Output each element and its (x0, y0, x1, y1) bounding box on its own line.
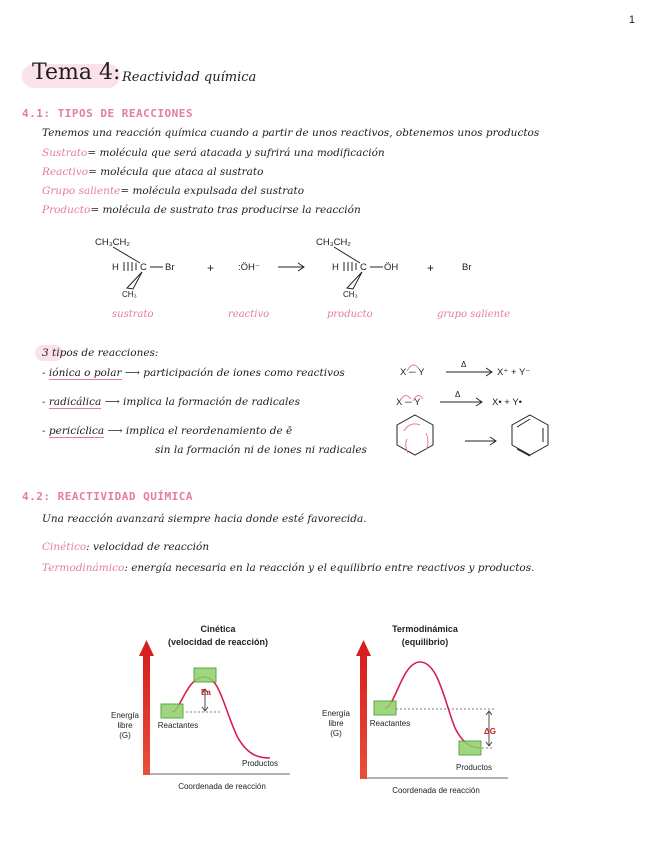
producto-oh: ÖH (384, 262, 399, 273)
wedge-bond (347, 272, 362, 289)
y-label: Energía (321, 709, 351, 718)
electron-arrow (400, 395, 411, 401)
radical-eq-left: X ─ Y (396, 397, 421, 408)
intro-text: Tenemos una reacción química cuando a partir de unos reactivos, obtenemos unos productos (42, 127, 540, 139)
energy-curve (172, 677, 270, 758)
page-subtitle: Reactividad química (122, 70, 257, 85)
y-label: Energía (110, 711, 140, 720)
reactants-box (161, 704, 183, 718)
ionic-eq-left: X ─ Y (400, 367, 425, 378)
type-name: pericíclica (48, 425, 105, 437)
y-label: libre (117, 721, 133, 730)
type-ionica: - iónica o polar ⟶ participación de iones como reactivos (42, 367, 345, 379)
types-heading: 3 tipos de reacciones: (42, 347, 159, 359)
wedge-bond (127, 272, 142, 289)
definition-termodinamico (42, 562, 534, 574)
ionic-eq-right: X⁺ + Y⁻ (497, 367, 531, 378)
x-axis-label: Coordenada de reacción (178, 782, 266, 791)
producto-ch3: CH₃ (343, 290, 358, 299)
products-box (459, 741, 481, 755)
definition-text: : energía necesaria en la reacción y el equilibrio entre reactivos y productos. (124, 562, 535, 574)
reactants-box (374, 701, 396, 715)
reaction-scheme-bonds (0, 230, 655, 310)
products-label: Productos (241, 759, 279, 768)
type-description: participación de iones como reactivos (143, 367, 345, 379)
type-name: iónica o polar (48, 367, 122, 379)
definition-cinetico (42, 541, 209, 553)
section-heading-2: 4.2: REACTIVIDAD QUÍMICA (22, 490, 193, 503)
y-axis-arrow-head (356, 640, 371, 656)
dg-label: ΔG (484, 727, 496, 736)
sustrato-h: H (112, 262, 119, 273)
type-radicalica: - radicálica ⟶ implica la formación de radicales (42, 396, 301, 408)
transition-state-box (194, 668, 216, 682)
radical-eq-right: X• + Y• (492, 397, 522, 408)
page-number: 1 (628, 14, 635, 26)
definition-grupo-saliente (42, 185, 304, 197)
type-name: radicálica (48, 396, 102, 408)
chart-subtitle: (equilibrio) (401, 637, 449, 647)
definition-term: Cinético (42, 541, 87, 553)
plus-sign: + (207, 261, 215, 275)
sustrato-c: C (140, 262, 147, 273)
chart-termodinamica (322, 624, 508, 795)
type-description: implica el reordenamiento de ē (125, 425, 293, 437)
definition-term: Sustrato (42, 147, 88, 159)
chart-subtitle: (velocidad de reacción) (167, 637, 269, 647)
producto-c: C (360, 262, 367, 273)
label-reactivo: reactivo (228, 309, 270, 320)
reactants-label: Reactantes (369, 719, 411, 728)
chart-cinetica (111, 624, 290, 791)
definition-reactivo (42, 166, 263, 178)
producto-h: H (332, 262, 339, 273)
double-bond-line (517, 449, 530, 456)
radical-eq-delta: Δ (455, 390, 461, 399)
mechanism-drawings (380, 355, 580, 465)
label-sustrato: sustrato (112, 309, 154, 320)
plus-sign: + (427, 261, 435, 275)
label-producto: producto (327, 309, 373, 320)
chart-title: Termodinámica (392, 624, 458, 634)
double-bond-line (517, 419, 530, 427)
reagent-hydroxide: :ÖH⁻ (238, 262, 260, 273)
sustrato-ch3ch2: CH₃CH₂ (95, 237, 130, 248)
label-grupo-saliente: grupo saliente (437, 309, 511, 320)
definition-term: Termodinámico (42, 562, 125, 574)
type-periciclica: - pericíclica ⟶ implica el reordenamiento de ē (42, 425, 293, 437)
energy-diagrams (0, 600, 655, 820)
definition-text: = molécula de sustrato tras producirse la reacción (90, 204, 361, 216)
x-axis-label: Coordenada de reacción (392, 786, 480, 795)
y-axis-arrow-head (139, 640, 154, 656)
y-label: (G) (119, 731, 131, 740)
definition-term: Reactivo (42, 166, 89, 178)
leaving-group-br: Br (462, 262, 472, 273)
definition-text: = molécula expulsada del sustrato (120, 185, 305, 197)
page-title: Tema 4: (32, 60, 121, 85)
bond-line (113, 247, 140, 263)
definition-producto (42, 204, 361, 216)
type-periciclica-desc2: sin la formación ni de iones ni radicales (155, 444, 367, 456)
definition-text: : velocidad de reacción (86, 541, 210, 553)
definition-text: = molécula que ataca al sustrato (88, 166, 264, 178)
section2-intro: Una reacción avanzará siempre hacia donde esté favorecida. (42, 513, 367, 525)
ea-label: Ea (201, 688, 211, 697)
y-label: libre (328, 719, 344, 728)
definition-sustrato (42, 147, 385, 159)
definition-term: Producto (42, 204, 91, 216)
hexagon-reactant (397, 415, 433, 455)
electron-arrow (404, 424, 420, 431)
y-axis-arrow (143, 655, 150, 775)
section-heading-1: 4.1: TIPOS DE REACCIONES (22, 107, 193, 120)
type-description: implica la formación de radicales (122, 396, 301, 408)
producto-ch3ch2: CH₃CH₂ (316, 237, 351, 248)
sustrato-ch3: CH₃ (122, 290, 137, 299)
energy-curve (385, 662, 480, 748)
y-axis-arrow (360, 655, 367, 779)
bond-line (334, 247, 360, 263)
chart-title: Cinética (200, 624, 236, 634)
sustrato-br: Br (165, 262, 175, 273)
definition-text: = molécula que será atacada y sufrirá una modificación (87, 147, 385, 159)
electron-arrow (407, 365, 419, 371)
products-label: Productos (455, 763, 493, 772)
reactants-label: Reactantes (157, 721, 199, 730)
electron-arrow (413, 395, 423, 401)
definition-term: Grupo saliente (42, 185, 121, 197)
ionic-eq-delta: Δ (461, 360, 467, 369)
y-label: (G) (330, 729, 342, 738)
